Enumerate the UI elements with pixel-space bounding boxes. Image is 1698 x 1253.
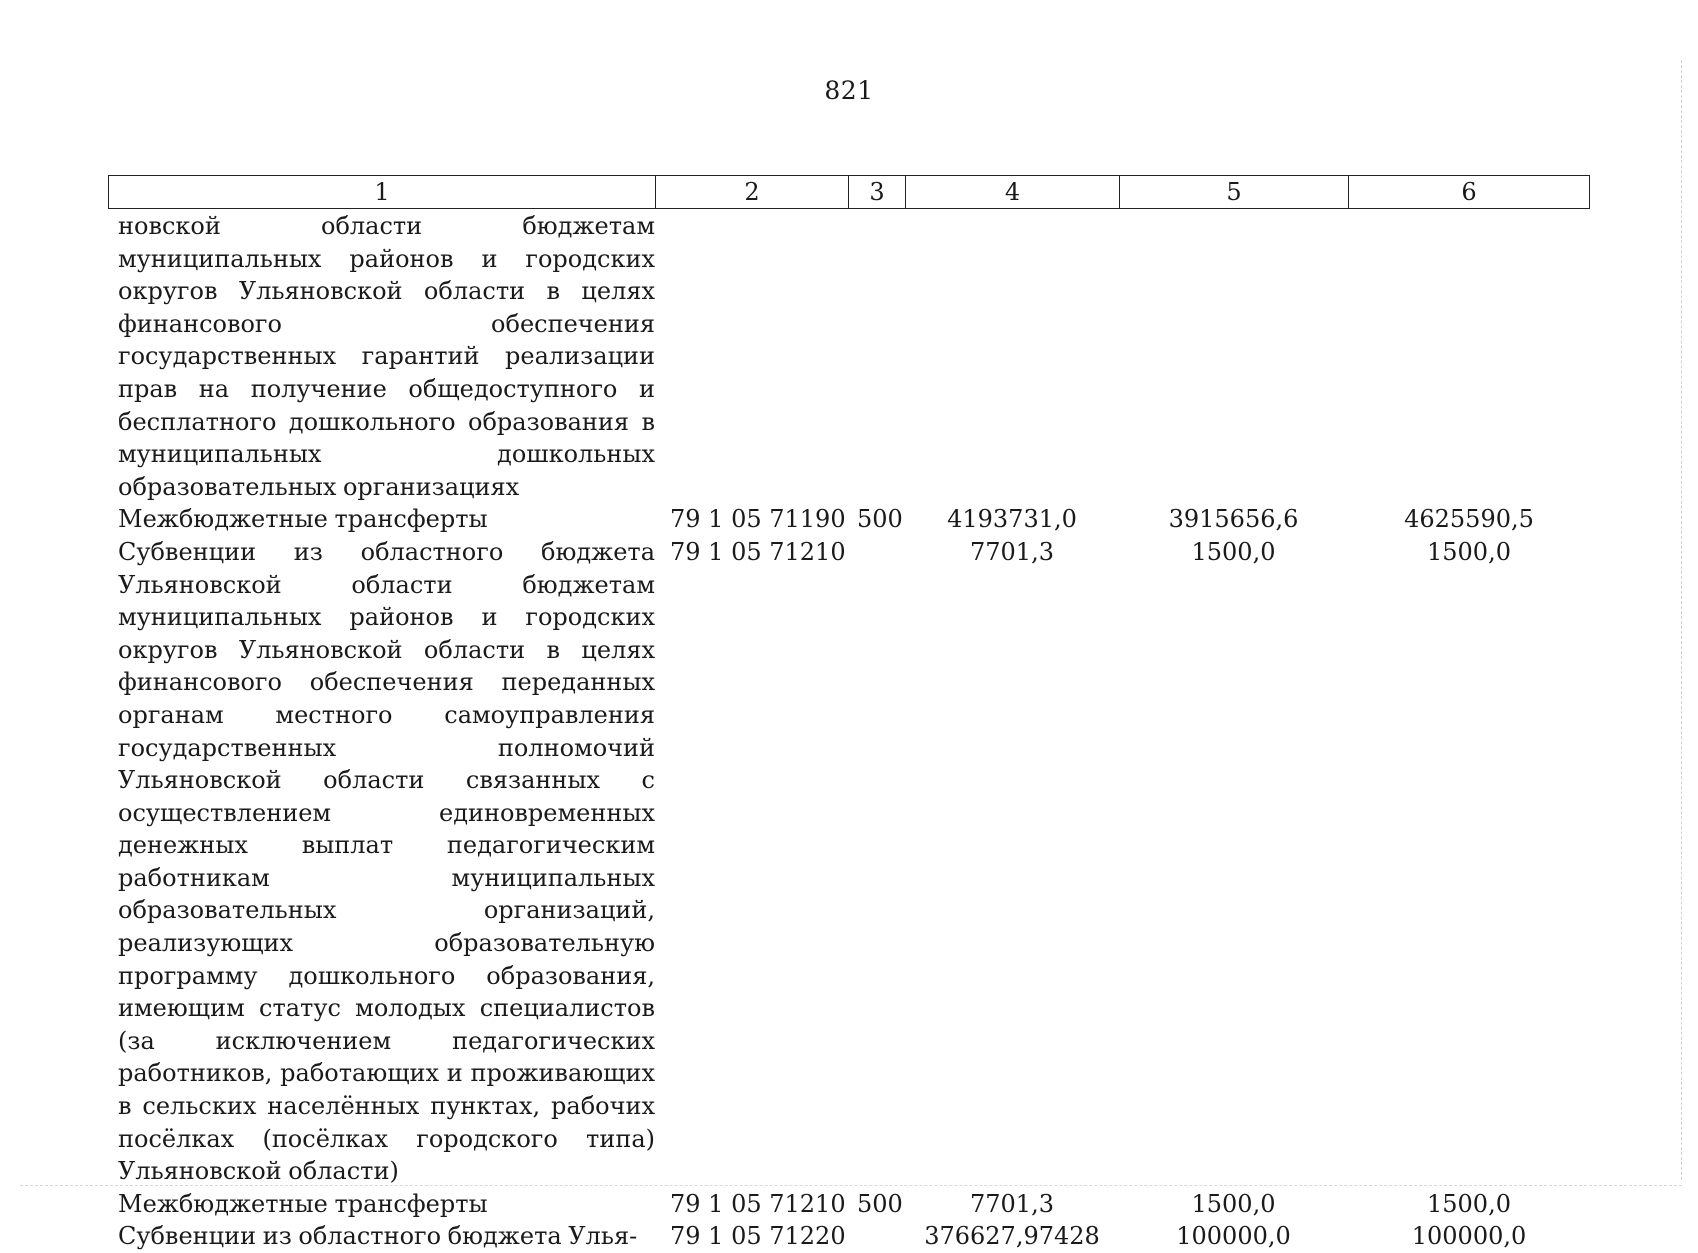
column-header-5: 5 — [1120, 176, 1349, 208]
row-value-col6 — [1348, 210, 1590, 503]
column-header-1: 1 — [109, 176, 656, 208]
table-header — [108, 175, 1590, 209]
table-row — [108, 1220, 1590, 1253]
row-description: Межбюджетные трансферты — [118, 1189, 488, 1218]
column-header-3: 3 — [849, 176, 906, 208]
row-value-col6: 4625590,5 — [1404, 505, 1534, 534]
row-value-col4: 7701,3 — [970, 537, 1054, 566]
column-header-2: 2 — [656, 176, 849, 208]
row-type: 500 — [857, 1189, 903, 1218]
row-type: 500 — [857, 505, 903, 534]
table-row — [108, 1188, 1590, 1221]
row-type — [848, 1220, 905, 1253]
row-value-col4 — [905, 210, 1119, 503]
row-value-col5 — [1119, 210, 1348, 503]
row-code: 79 1 05 71210 — [670, 1189, 846, 1218]
row-value-col5: 1500,0 — [1191, 1189, 1276, 1218]
table-row — [108, 210, 1590, 503]
row-code: 79 1 05 71210 — [670, 537, 846, 566]
scan-edge-bottom — [20, 1184, 1682, 1186]
row-value-col4: 376627,97428 — [924, 1222, 1100, 1251]
row-code: 79 1 05 71220 — [670, 1222, 846, 1251]
column-header-4: 4 — [906, 176, 1120, 208]
row-description: Субвенции из областного бюджета Улья- — [118, 1222, 638, 1251]
row-value-col6: 1500,0 — [1427, 537, 1511, 566]
row-value-col5: 100000,0 — [1176, 1222, 1291, 1251]
scan-edge-right — [1680, 60, 1682, 1180]
row-description: Межбюджетные трансферты — [118, 505, 488, 534]
row-value-col6: 1500,0 — [1427, 1189, 1511, 1218]
row-value-col4: 7701,3 — [970, 1189, 1054, 1218]
column-header-6: 6 — [1461, 178, 1477, 206]
row-type — [848, 536, 905, 1188]
row-value-col5: 1500,0 — [1191, 537, 1276, 566]
row-type — [848, 210, 905, 503]
page-number: 821 — [824, 76, 874, 105]
table-row — [108, 536, 1590, 1188]
row-value-col5: 3915656,6 — [1168, 505, 1299, 534]
row-code: 79 1 05 71190 — [670, 505, 846, 534]
row-code — [655, 210, 848, 503]
row-value-col4: 4193731,0 — [947, 505, 1077, 534]
table-body — [108, 210, 1590, 1253]
table-row — [108, 503, 1590, 536]
row-value-col6: 100000,0 — [1411, 1222, 1527, 1251]
row-description: новской области бюджетам муниципальных районов и городских округов Ульяновской области в целях финансового обеспечения государственных гарантий реализации прав на получение общедоступного и бесплатного дошкольного образования в муниципальных дошкольных образовательных организациях — [118, 212, 655, 501]
row-description: Субвенции из областного бюджета Ульяновской области бюджетам муниципальных районов и городских округов Ульяновской области в целях финансового обеспечения переданных органам местного самоуправления государственных полномочий Ульяновской области связанных с осуществлением единовременных денежных выплат педагогическим работникам муниципальных образовательных организаций, реализующих образовательную программу дошкольного образования, имеющим статус молодых специалистов (за исключением педагогических работников, работающих и проживающих в сельских населённых пунктах, рабочих посёлках (посёлках городского типа) Ульяновской области) — [118, 537, 655, 1186]
